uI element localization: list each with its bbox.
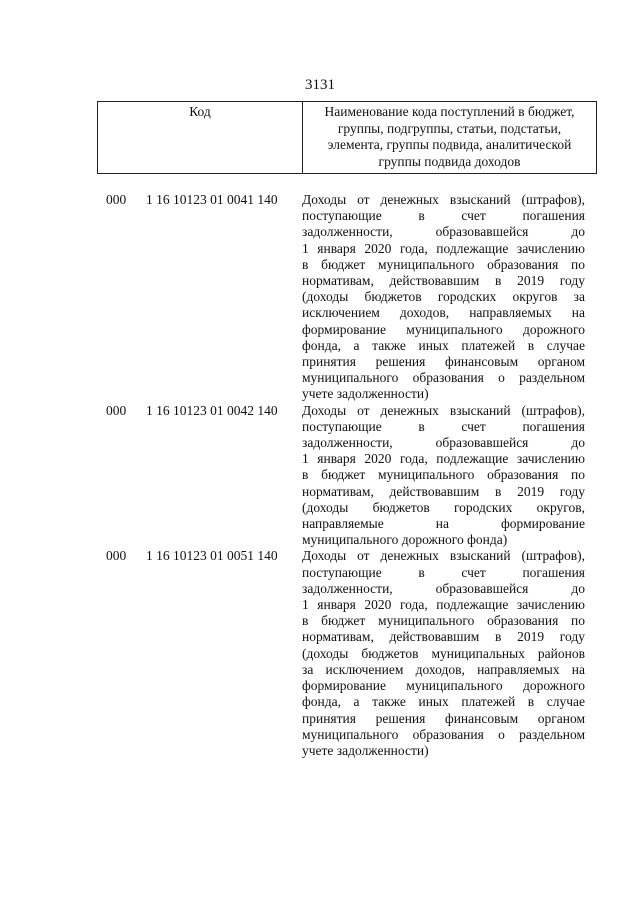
name-header-line: Наименование кода поступлений в бюджет,: [324, 104, 575, 119]
description-line: в бюджет муниципального образования по: [302, 467, 585, 483]
description-line: в бюджет муниципального образования по: [302, 613, 585, 629]
description-line: задолженности, образовавшейся до: [302, 435, 585, 451]
revenue-code: 1 16 10123 01 0041 140: [146, 192, 278, 207]
description-line: формирование муниципального дорожного: [302, 321, 585, 337]
table-row: [0, 403, 640, 549]
description-line: фонда, а также иных платежей в случае: [302, 337, 585, 353]
description-line: направляемые на формирование: [302, 516, 585, 532]
description-line: муниципального образования о раздельном: [302, 726, 585, 742]
revenue-code: 1 16 10123 01 0042 140: [146, 402, 278, 418]
description-line: поступающие в счет погашения: [302, 208, 585, 224]
revenue-description: [302, 548, 585, 759]
admin-code: 000: [106, 548, 127, 564]
revenue-code: 1 16 10123 01 0051 140: [146, 548, 278, 564]
table-header: [97, 101, 597, 174]
description-line: Доходы от денежных взысканий (штрафов),: [302, 402, 585, 418]
description-line: в бюджет муниципального образования по: [302, 256, 585, 272]
description-line: нормативам, действовавшим в 2019 году: [302, 273, 585, 289]
description-line: поступающие в счет погашения: [302, 564, 585, 580]
description-line: формирование муниципального дорожного: [302, 678, 585, 694]
revenue-description: [302, 192, 585, 403]
description-line: (доходы бюджетов городских округов,: [302, 499, 585, 515]
revenue-description: [302, 403, 585, 549]
description-line: 1 января 2020 года, подлежащие зачислению: [302, 451, 585, 467]
description-line: нормативам, действовавшим в 2019 году: [302, 483, 585, 499]
description-line: принятия решения финансовым органом: [302, 354, 585, 370]
admin-code: 000: [106, 192, 127, 207]
name-header-line: группы подвида доходов: [378, 153, 521, 169]
description-line: исключением доходов, направляемых на: [302, 305, 585, 321]
name-header-line: элемента, группы подвида, аналитической: [327, 137, 572, 152]
description-line: принятия решения финансовым органом: [302, 710, 585, 726]
description-line: задолженности, образовавшейся до: [302, 580, 585, 596]
description-line: за исключением доходов, направляемых на: [302, 661, 585, 677]
description-line: поступающие в счет погашения: [302, 418, 585, 434]
description-line: (доходы бюджетов муниципальных районов: [302, 645, 585, 661]
description-line: 1 января 2020 года, подлежащие зачислению: [302, 240, 585, 256]
description-line: задолженности, образовавшейся до: [302, 224, 585, 240]
description-line: учете задолженности): [302, 742, 429, 758]
description-line: Доходы от денежных взысканий (штрафов),: [302, 192, 585, 207]
name-header-line: группы, подгруппы, статьи, подстатьи,: [337, 120, 562, 136]
table-row: [0, 192, 640, 403]
name-column-header: [303, 102, 597, 174]
revenue-code-list: [0, 192, 640, 759]
description-line: 1 января 2020 года, подлежащие зачислению: [302, 597, 585, 613]
description-line: Доходы от денежных взысканий (штрафов),: [302, 548, 585, 564]
code-column-header: Код: [98, 102, 303, 174]
page-number: 3131: [305, 77, 335, 93]
description-line: учете задолженности): [302, 386, 429, 402]
description-line: муниципального дорожного фонда): [302, 532, 508, 548]
description-line: фонда, а также иных платежей в случае: [302, 694, 585, 710]
description-line: муниципального образования о раздельном: [302, 370, 585, 386]
description-line: нормативам, действовавшим в 2019 году: [302, 629, 585, 645]
table-row: [0, 548, 640, 759]
admin-code: 000: [106, 402, 127, 418]
description-line: (доходы бюджетов городских округов за: [302, 289, 585, 305]
